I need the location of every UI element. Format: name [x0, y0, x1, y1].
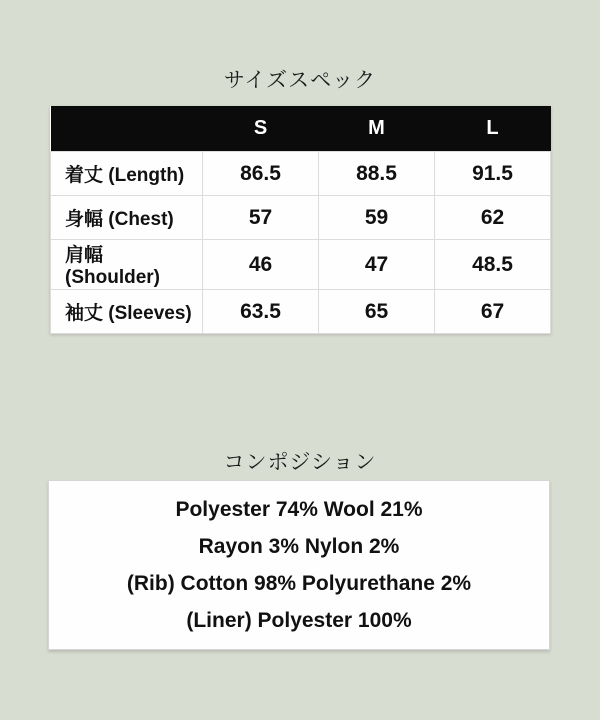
cell-length-m: 88.5 — [319, 152, 435, 196]
composition-box — [48, 480, 550, 650]
header-col-m: M — [319, 106, 435, 152]
table-row — [51, 240, 551, 290]
header-col-l: L — [435, 106, 551, 152]
cell-sleeves-s: 63.5 — [203, 290, 319, 334]
size-table-header — [51, 106, 551, 152]
cell-chest-s: 57 — [203, 196, 319, 240]
cell-sleeves-l: 67 — [435, 290, 551, 334]
row-label-length: 着丈 (Length) — [51, 152, 203, 196]
composition-line-1: Polyester 74% Wool 21% — [175, 498, 423, 521]
table-row — [51, 290, 551, 334]
composition-line-2: Rayon 3% Nylon 2% — [198, 535, 400, 558]
cell-chest-l: 62 — [435, 196, 551, 240]
cell-length-l: 91.5 — [435, 152, 551, 196]
header-row — [51, 106, 551, 152]
composition-line-4: (Liner) Polyester 100% — [186, 609, 412, 632]
cell-shoulder-l: 48.5 — [435, 240, 551, 290]
table-row — [51, 196, 551, 240]
header-col-s: S — [203, 106, 319, 152]
cell-length-s: 86.5 — [203, 152, 319, 196]
table-row — [51, 152, 551, 196]
composition-section-title: コンポジション — [223, 451, 377, 474]
header-label-cell — [51, 106, 203, 152]
row-label-sleeves: 袖丈 (Sleeves) — [51, 290, 203, 334]
size-spec-table — [50, 106, 551, 334]
row-label-chest: 身幅 (Chest) — [51, 196, 203, 240]
row-label-shoulder: 肩幅 (Shoulder) — [51, 240, 203, 290]
size-table-body — [51, 152, 551, 334]
composition-line-3: (Rib) Cotton 98% Polyurethane 2% — [126, 572, 472, 595]
cell-sleeves-m: 65 — [319, 290, 435, 334]
cell-shoulder-m: 47 — [319, 240, 435, 290]
cell-chest-m: 59 — [319, 196, 435, 240]
size-section-title: サイズスペック — [223, 69, 377, 92]
cell-shoulder-s: 46 — [203, 240, 319, 290]
